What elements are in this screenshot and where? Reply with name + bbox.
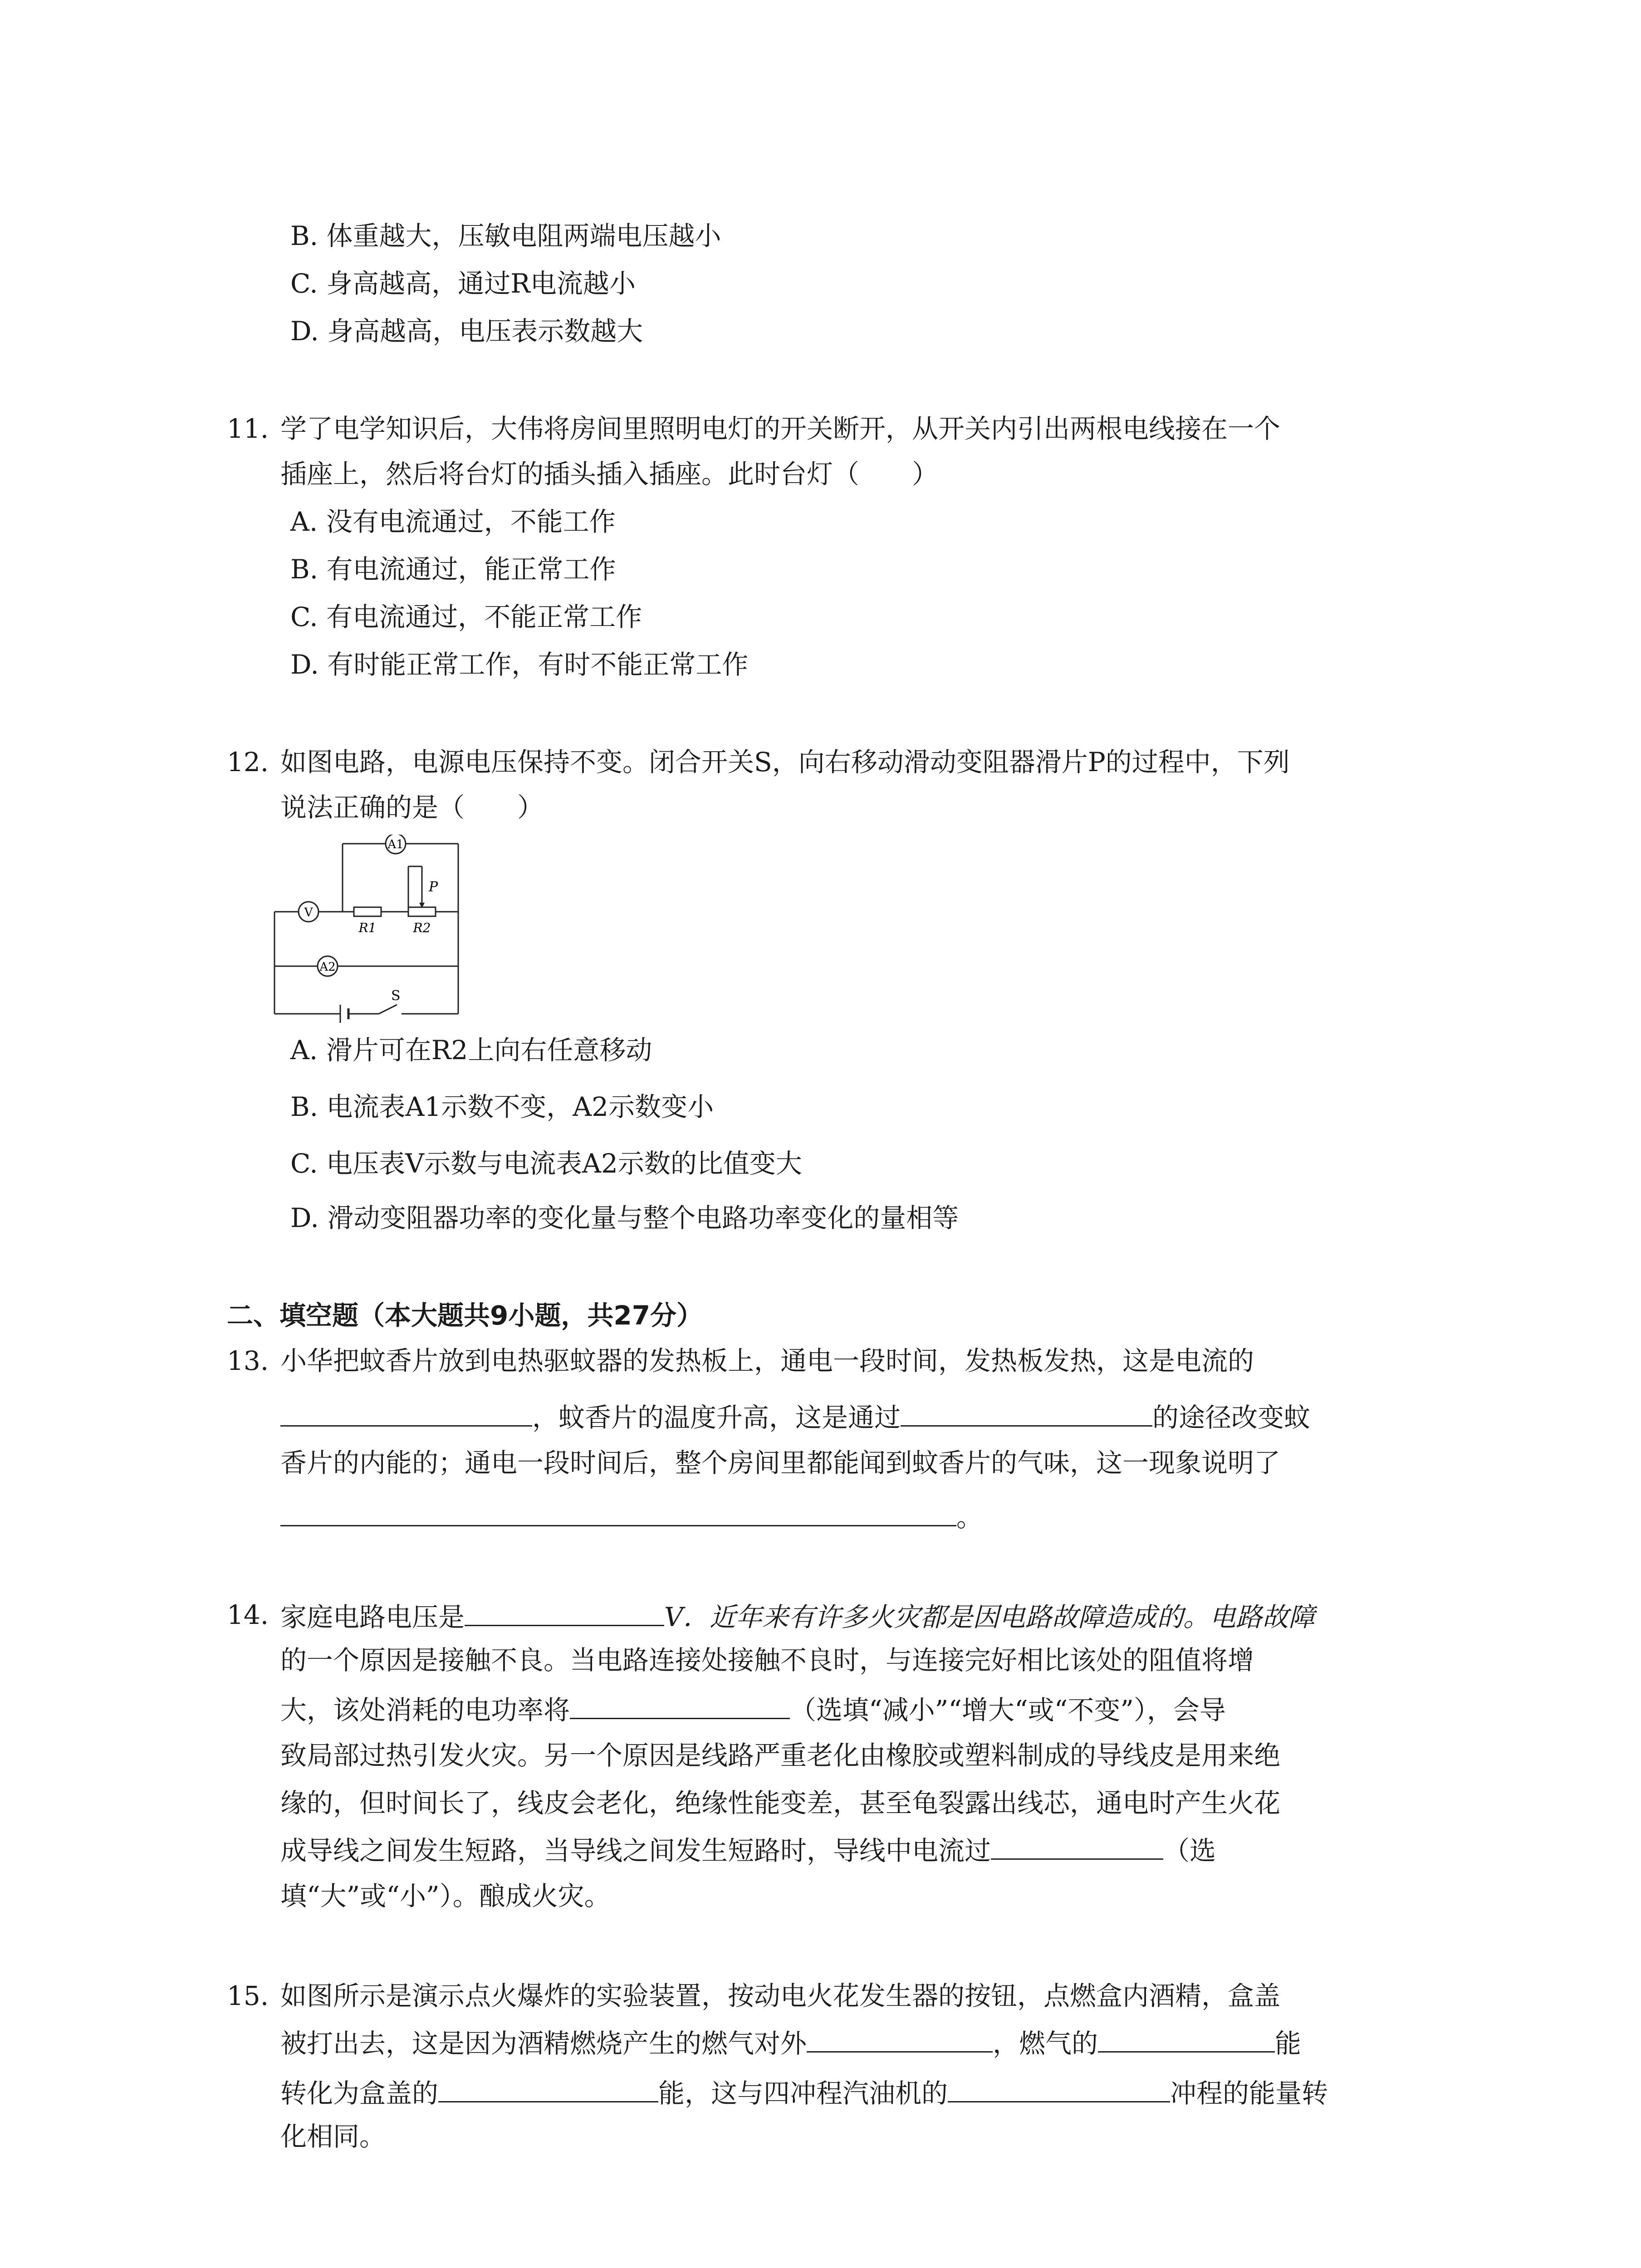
r2-resistor	[408, 907, 436, 916]
q11-option-b: B. 有电流通过，能正常工作	[290, 554, 616, 585]
q10-option-b: B. 体重越大，压敏电阻两端电压越小	[290, 220, 721, 251]
q14-blank-2[interactable]	[570, 1690, 790, 1719]
q12-option-c: C. 电压表V示数与电流表A2示数的比值变大	[290, 1148, 802, 1179]
q15-blank-2[interactable]	[1098, 2023, 1275, 2053]
q12-circuit-diagram	[272, 835, 463, 1025]
q14-text-line6a: 成导线之间发生短路，当导线之间发生短路时，导线中电流过	[280, 1835, 991, 1866]
a2-label: A2	[319, 960, 336, 974]
r2-label: R2	[413, 920, 431, 935]
q15-text-line3c: 冲程的能量转	[1170, 2078, 1328, 2109]
q14-text-line5: 缘的，但时间长了，线皮会老化，绝缘性能变差，甚至龟裂露出线芯，通电时产生火花	[280, 1788, 1281, 1818]
r1-resistor	[354, 907, 381, 916]
q12-text-line1: 如图电路，电源电压保持不变。闭合开关S，向右移动滑动变阻器滑片P的过程中，下列	[280, 747, 1290, 777]
q14-text-line1b: V．近年来有许多火灾都是因电路故障造成的。电路故障	[664, 1602, 1315, 1633]
q14-number: 14.	[227, 1599, 269, 1630]
q11-text-line2: 插座上，然后将台灯的插头插入插座。此时台灯（ ）	[280, 459, 939, 489]
q11-option-a: A. 没有电流通过，不能工作	[290, 506, 616, 537]
q15-number: 15.	[227, 1980, 269, 2011]
q14-line6	[280, 1830, 1216, 1869]
q13-blank-2[interactable]	[901, 1397, 1152, 1427]
q15-text-line2c: 能	[1275, 2028, 1302, 2059]
q14-text-line1a: 家庭电路电压是	[280, 1602, 465, 1633]
q13-text-line4-end: 。	[956, 1502, 983, 1533]
q12-option-d: D. 滑动变阻器功率的变化量与整个电路功率变化的量相等	[290, 1202, 959, 1233]
q12-text-line2: 说法正确的是（ ）	[280, 792, 544, 823]
q11-option-d: D. 有时能正常工作，有时不能正常工作	[290, 649, 749, 680]
q14-blank-3[interactable]	[991, 1830, 1163, 1860]
p-label: P	[429, 879, 438, 895]
q15-blank-3[interactable]	[438, 2073, 658, 2102]
q14-text-line2: 的一个原因是接触不良。当电路连接处接触不良时，与连接完好相比该处的阻值将增	[280, 1645, 1254, 1676]
q14-text-line3b: （选填“减小”“增大“或“不变”），会导	[790, 1695, 1226, 1725]
q15-text-line3a: 转化为盒盖的	[280, 2078, 439, 2109]
q15-text-line2a: 被打出去，这是因为酒精燃烧产生的燃气对外	[280, 2028, 807, 2059]
a1-label: A1	[387, 838, 404, 851]
s-label: S	[391, 988, 401, 1004]
r1-label: R1	[358, 920, 377, 935]
q15-line2	[280, 2023, 1301, 2062]
q11-text-line1: 学了电学知识后，大伟将房间里照明电灯的开关断开，从开关内引出两根电线接在一个	[280, 413, 1281, 444]
v-label: V	[304, 906, 313, 919]
q11-option-c: C. 有电流通过，不能正常工作	[290, 601, 642, 632]
q14-text-line7: 填“大”或“小”）。酿成火灾。	[280, 1881, 611, 1911]
q13-line4	[280, 1497, 983, 1535]
q13-blank-1[interactable]	[280, 1397, 532, 1427]
q12-number: 12.	[227, 747, 269, 777]
q15-text-line4: 化相同。	[280, 2121, 386, 2152]
q14-line1	[280, 1597, 1315, 1635]
q15-blank-4[interactable]	[948, 2073, 1170, 2102]
q14-line3	[280, 1690, 1226, 1728]
q14-text-line3a: 大，该处消耗的电功率将	[280, 1695, 570, 1725]
q13-number: 13.	[227, 1345, 269, 1376]
q14-blank-1[interactable]	[465, 1597, 664, 1626]
q14-text-line6b: （选	[1163, 1835, 1216, 1866]
q12-option-a: A. 滑片可在R2上向右任意移动	[290, 1035, 652, 1066]
q13-text-line3: 香片的内能的；通电一段时间后，整个房间里都能闻到蚊香片的气味，这一现象说明了	[280, 1447, 1281, 1478]
q10-option-c: C. 身高越高，通过R电流越小	[290, 268, 636, 299]
q15-line3	[280, 2073, 1328, 2112]
q12-option-b: B. 电流表A1示数不变，A2示数变小	[290, 1091, 714, 1122]
section-title: 二、填空题（本大题共9小题，共27分）	[227, 1300, 703, 1331]
q11-number: 11.	[227, 413, 269, 444]
q13-text-line2a: ，蚊香片的温度升高，这是通过	[532, 1402, 901, 1433]
q15-text-line1: 如图所示是演示点火爆炸的实验装置，按动电火花发生器的按钮，点燃盒内酒精，盒盖	[280, 1980, 1281, 2011]
q15-text-line3b: 能，这与四冲程汽油机的	[658, 2078, 948, 2109]
q15-text-line2b: ，燃气的	[993, 2028, 1098, 2059]
q13-text-line2b: 的途径改变蚊	[1152, 1402, 1311, 1433]
q13-text-line1: 小华把蚊香片放到电热驱蚊器的发热板上，通电一段时间，发热板发热，这是电流的	[280, 1345, 1254, 1376]
q15-blank-1[interactable]	[807, 2023, 993, 2053]
q10-option-d: D. 身高越高，电压表示数越大	[290, 316, 643, 347]
q14-text-line4: 致局部过热引发火灾。另一个原因是线路严重老化由橡胶或塑料制成的导线皮是用来绝	[280, 1740, 1281, 1771]
q13-line2	[280, 1397, 1310, 1436]
q13-blank-3[interactable]	[280, 1497, 956, 1526]
